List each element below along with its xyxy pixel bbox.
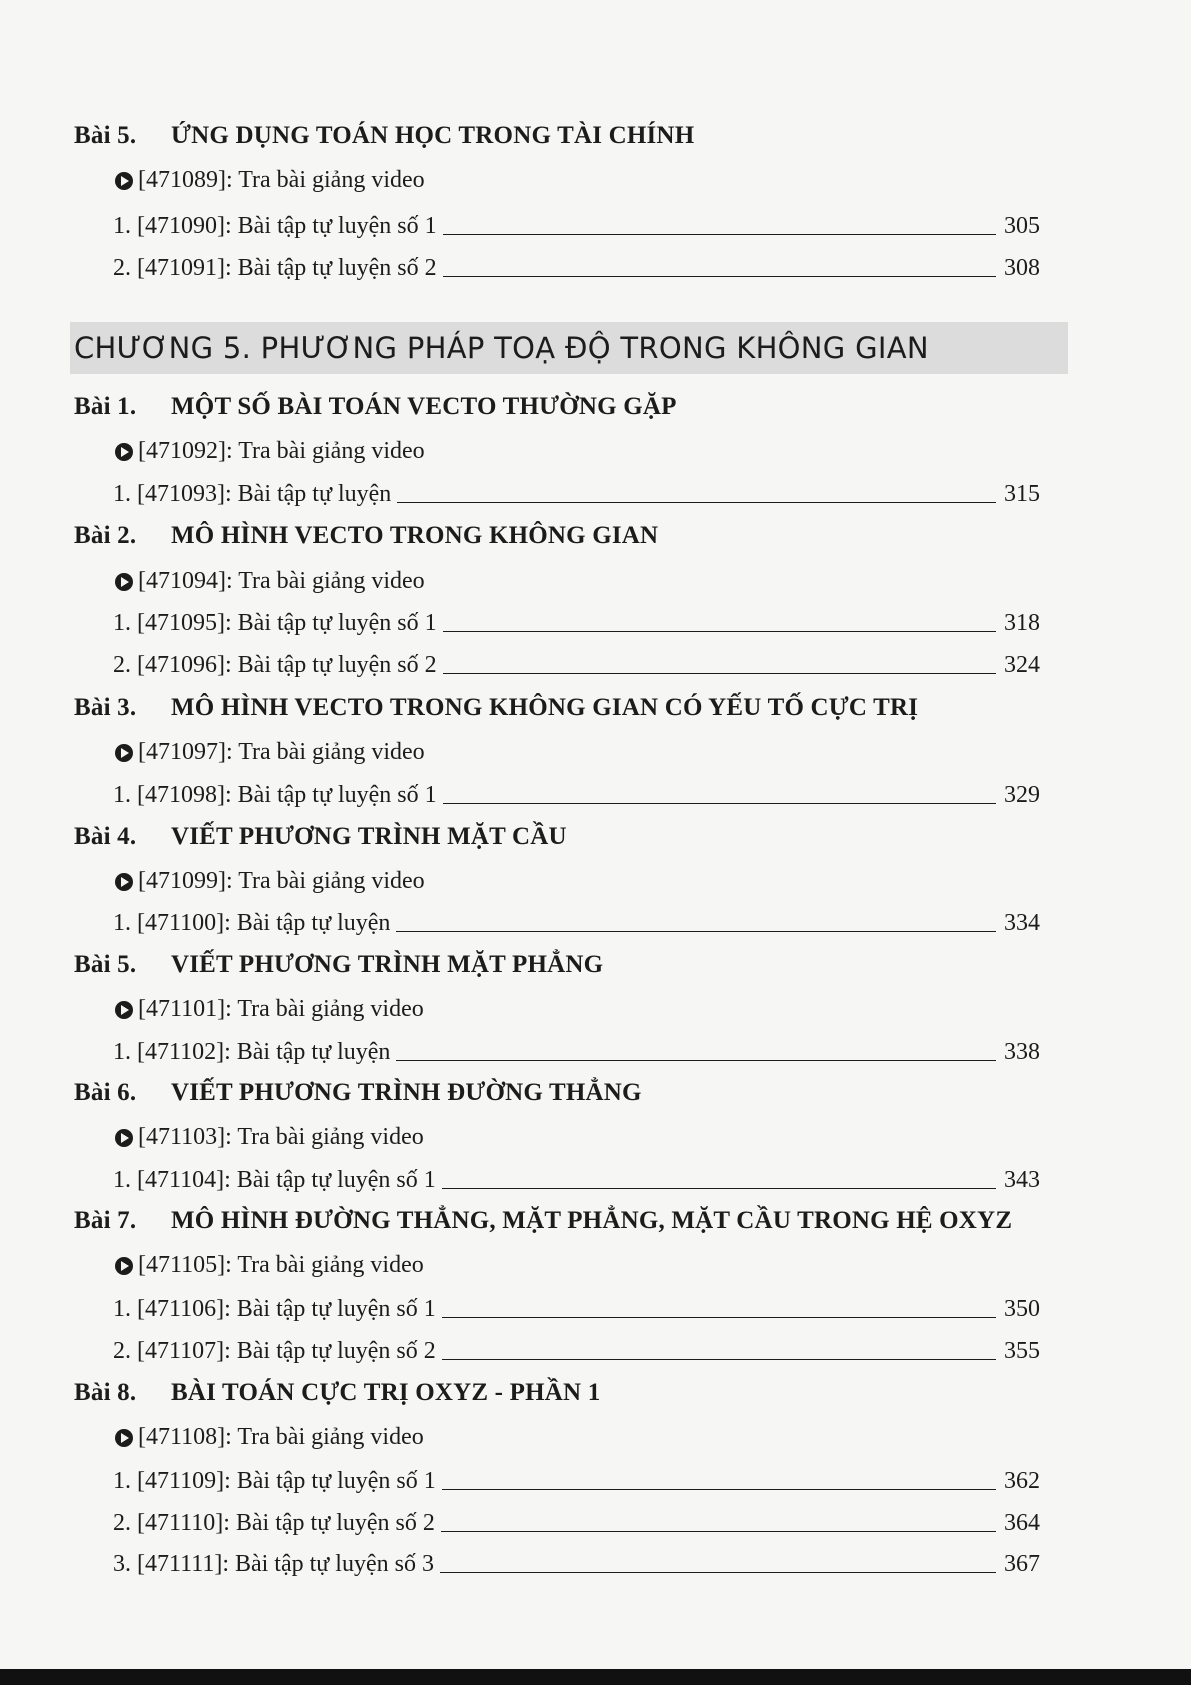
lesson-title: MÔ HÌNH VECTO TRONG KHÔNG GIAN xyxy=(171,522,659,549)
page-number: 324 xyxy=(1004,652,1040,678)
lesson-title: MỘT SỐ BÀI TOÁN VECTO THƯỜNG GẶP xyxy=(171,393,677,420)
entry-label: 1. [471098]: Bài tập tự luyện số 1 xyxy=(113,782,437,808)
video-link[interactable] xyxy=(115,167,425,194)
play-icon xyxy=(115,873,133,891)
page-number: 364 xyxy=(1004,1510,1040,1536)
video-label: [471101]: Tra bài giảng video xyxy=(138,996,424,1022)
page-number: 350 xyxy=(1004,1296,1040,1322)
video-link[interactable] xyxy=(115,1424,424,1451)
video-label: [471103]: Tra bài giảng video xyxy=(138,1124,424,1150)
lesson-title: BÀI TOÁN CỰC TRỊ OXYZ - PHẦN 1 xyxy=(171,1379,601,1406)
leader-line xyxy=(396,1060,996,1061)
entry-label: 2. [471110]: Bài tập tự luyện số 2 xyxy=(113,1510,435,1536)
video-label: [471094]: Tra bài giảng video xyxy=(138,568,425,594)
toc-entry[interactable] xyxy=(113,1039,1040,1066)
entry-label: 1. [471104]: Bài tập tự luyện số 1 xyxy=(113,1167,436,1193)
lesson-number: Bài 8. xyxy=(74,1379,137,1406)
entry-label: 1. [471093]: Bài tập tự luyện xyxy=(113,481,392,507)
play-icon xyxy=(115,573,133,591)
leader-line xyxy=(442,1317,996,1318)
entry-label: 3. [471111]: Bài tập tự luyện số 3 xyxy=(113,1551,434,1577)
play-icon xyxy=(115,1257,133,1275)
play-icon xyxy=(115,744,133,762)
toc-entry[interactable] xyxy=(113,610,1040,637)
leader-line xyxy=(397,502,996,503)
leader-line xyxy=(443,276,996,277)
lesson-number: Bài 1. xyxy=(74,393,137,420)
leader-line xyxy=(440,1572,996,1573)
toc-entry[interactable] xyxy=(113,255,1040,282)
toc-entry[interactable] xyxy=(113,1338,1040,1365)
entry-label: 1. [471100]: Bài tập tự luyện xyxy=(113,910,391,936)
leader-line xyxy=(442,1489,996,1490)
lesson-number: Bài 5. xyxy=(74,122,137,149)
video-label: [471108]: Tra bài giảng video xyxy=(138,1424,424,1450)
lesson-number: Bài 5. xyxy=(74,951,137,978)
lesson-number: Bài 7. xyxy=(74,1207,137,1234)
video-label: [471092]: Tra bài giảng video xyxy=(138,438,425,464)
entry-label: 1. [471095]: Bài tập tự luyện số 1 xyxy=(113,610,437,636)
toc-entry[interactable] xyxy=(113,1468,1040,1495)
video-link[interactable] xyxy=(115,739,425,766)
page-number: 338 xyxy=(1004,1039,1040,1065)
page-number: 315 xyxy=(1004,481,1040,507)
lesson-heading[interactable] xyxy=(74,1079,1074,1107)
entry-label: 1. [471102]: Bài tập tự luyện xyxy=(113,1039,391,1065)
lesson-number: Bài 4. xyxy=(74,823,137,850)
entry-label: 2. [471091]: Bài tập tự luyện số 2 xyxy=(113,255,437,281)
lesson-number: Bài 6. xyxy=(74,1079,137,1106)
leader-line xyxy=(396,931,996,932)
video-label: [471097]: Tra bài giảng video xyxy=(138,739,425,765)
page-number: 334 xyxy=(1004,910,1040,936)
toc-entry[interactable] xyxy=(113,910,1040,937)
lesson-heading[interactable] xyxy=(74,951,1074,979)
page-number: 367 xyxy=(1004,1551,1040,1577)
page-number: 329 xyxy=(1004,782,1040,808)
lesson-number: Bài 3. xyxy=(74,694,137,721)
leader-line xyxy=(441,1531,996,1532)
lesson-title: ỨNG DỤNG TOÁN HỌC TRONG TÀI CHÍNH xyxy=(171,122,695,149)
toc-entry[interactable] xyxy=(113,1510,1040,1537)
video-label: [471089]: Tra bài giảng video xyxy=(138,167,425,193)
video-link[interactable] xyxy=(115,568,425,595)
toc-entry[interactable] xyxy=(113,1296,1040,1323)
leader-line xyxy=(443,631,996,632)
play-icon xyxy=(115,443,133,461)
lesson-heading[interactable] xyxy=(74,122,1074,150)
page-number: 318 xyxy=(1004,610,1040,636)
toc-entry[interactable] xyxy=(113,1167,1040,1194)
leader-line xyxy=(442,1188,996,1189)
lesson-heading[interactable] xyxy=(74,393,1074,421)
leader-line xyxy=(443,673,996,674)
page-number: 343 xyxy=(1004,1167,1040,1193)
play-icon xyxy=(115,1001,133,1019)
play-icon xyxy=(115,172,133,190)
toc-entry[interactable] xyxy=(113,652,1040,679)
video-label: [471105]: Tra bài giảng video xyxy=(138,1252,424,1278)
page-number: 362 xyxy=(1004,1468,1040,1494)
video-link[interactable] xyxy=(115,1252,424,1279)
video-link[interactable] xyxy=(115,868,425,895)
page-number: 305 xyxy=(1004,213,1040,239)
lesson-heading[interactable] xyxy=(74,1379,1074,1407)
entry-label: 1. [471106]: Bài tập tự luyện số 1 xyxy=(113,1296,436,1322)
toc-entry[interactable] xyxy=(113,213,1040,240)
video-link[interactable] xyxy=(115,1124,424,1151)
leader-line xyxy=(443,803,996,804)
entry-label: 1. [471090]: Bài tập tự luyện số 1 xyxy=(113,213,437,239)
lesson-title: VIẾT PHƯƠNG TRÌNH MẶT PHẲNG xyxy=(171,951,604,978)
lesson-heading[interactable] xyxy=(74,823,1074,851)
page-number: 308 xyxy=(1004,255,1040,281)
lesson-heading[interactable] xyxy=(74,694,1074,722)
entry-label: 2. [471096]: Bài tập tự luyện số 2 xyxy=(113,652,437,678)
scan-edge xyxy=(0,1669,1191,1685)
lesson-title: MÔ HÌNH VECTO TRONG KHÔNG GIAN CÓ YẾU TỐ CỰC TRỊ xyxy=(171,694,919,721)
leader-line xyxy=(442,1359,996,1360)
video-link[interactable] xyxy=(115,438,425,465)
lesson-title: VIẾT PHƯƠNG TRÌNH MẶT CẦU xyxy=(171,823,567,850)
toc-entry[interactable] xyxy=(113,1551,1040,1578)
toc-entry[interactable] xyxy=(113,481,1040,508)
video-label: [471099]: Tra bài giảng video xyxy=(138,868,425,894)
page-number: 355 xyxy=(1004,1338,1040,1364)
entry-label: 2. [471107]: Bài tập tự luyện số 2 xyxy=(113,1338,436,1364)
lesson-number: Bài 2. xyxy=(74,522,137,549)
lesson-title: VIẾT PHƯƠNG TRÌNH ĐƯỜNG THẲNG xyxy=(171,1079,642,1106)
lesson-title: MÔ HÌNH ĐƯỜNG THẲNG, MẶT PHẲNG, MẶT CẦU TRONG HỆ OXYZ xyxy=(171,1207,1013,1234)
entry-label: 1. [471109]: Bài tập tự luyện số 1 xyxy=(113,1468,436,1494)
video-link[interactable] xyxy=(115,996,424,1023)
lesson-heading[interactable] xyxy=(74,522,1074,550)
toc-entry[interactable] xyxy=(113,782,1040,809)
play-icon xyxy=(115,1129,133,1147)
lesson-heading[interactable] xyxy=(74,1207,1074,1235)
leader-line xyxy=(443,234,996,235)
play-icon xyxy=(115,1429,133,1447)
chapter-heading[interactable]: CHƯƠNG 5. PHƯƠNG PHÁP TOẠ ĐỘ TRONG KHÔNG GIAN xyxy=(70,322,1068,374)
